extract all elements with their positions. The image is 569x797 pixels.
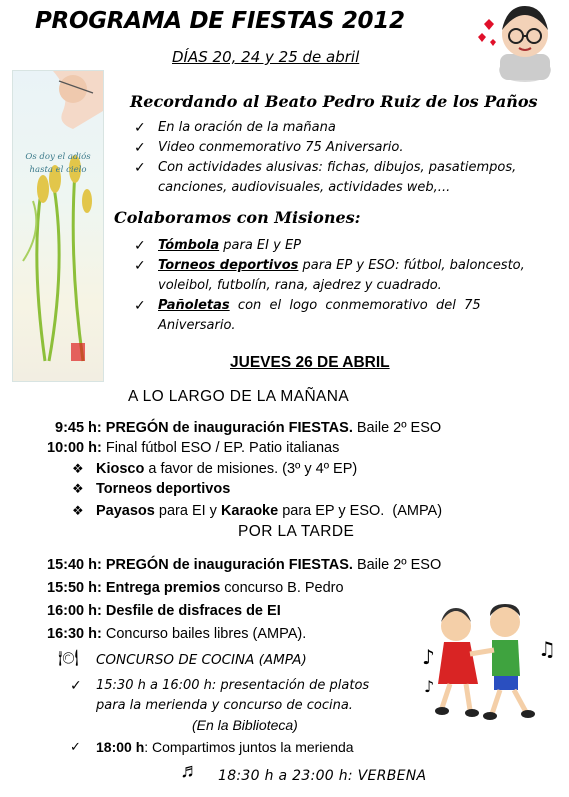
day-heading: JUEVES 26 DE ABRIL [230,354,390,371]
svg-text:♫: ♫ [538,637,556,661]
cooking-icon: 🍽 [58,650,79,667]
dates-subtitle: DÍAS 20, 24 y 25 de abril [172,48,360,66]
diamond-bullet-icon: ❖ [72,503,84,518]
check-icon: ✓ [134,140,146,156]
check-icon: ✓ [134,160,146,176]
check-icon: ✓ [134,238,146,254]
schedule-row: 15:40 h: PREGÓN de inauguración FIESTAS. Baile 2º ESO [47,557,442,573]
svg-text:♪: ♪ [422,645,435,669]
bullet-row: ❖ Payasos para EI y Karaoke para EP y ESO. (AMPA) [72,503,443,519]
remember-list [134,118,558,198]
list-item: ✓ Tómbola para EI y EP [134,238,301,254]
afternoon-heading: POR LA TARDE [238,523,355,540]
page-title: PROGRAMA DE FIESTAS 2012 [35,8,405,34]
diamond-bullet-icon: ❖ [72,461,84,476]
remember-heading: Recordando al Beato Pedro Ruiz de los Paños [130,92,538,111]
snack-row: ✓ 18:00 h: Compartimos juntos la merienda [70,739,354,755]
schedule-row: 15:50 h: Entrega premios concurso B. Pedro [47,580,344,596]
beato-poster [12,70,104,382]
schedule-row: 10:00 h: Final fútbol ESO / EP. Patio italianas [47,440,340,456]
schedule-row: 16:00 h: Desfile de disfraces de EI [47,603,281,619]
check-icon: ✓ [134,298,146,314]
list-item: ✓ Video conmemorativo 75 Aniversario. [134,140,404,156]
bullet-row: ❖ Kiosco a favor de misiones. (3º y 4º EP) [72,461,358,477]
list-item: ✓ En la oración de la mañana [134,120,336,136]
list-item-continued: voleibol, futbolín, rana, ajedrez y cuadrado. [158,278,442,293]
list-item: ✓ Con actividades alusivas: fichas, dibujos, pasatiempos, [134,160,517,176]
check-icon: ✓ [134,258,146,274]
dancing-kids-clipart [420,596,560,720]
list-item-continued: para la merienda y concurso de cocina. [96,698,353,713]
boy-clipart [470,2,562,82]
music-note-icon: ♬ [180,760,200,782]
list-item: ✓ 15:30 h a 16:00 h: presentación de platos [70,678,370,694]
missions-heading: Colaboramos con Misiones: [114,208,361,227]
cooking-list [70,676,416,716]
schedule-row: 16:30 h: Concurso bailes libres (AMPA). [47,626,307,642]
verbena-line: 18:30 h a 23:00 h: VERBENA [218,768,427,784]
check-icon: ✓ [70,739,81,754]
diamond-bullet-icon: ❖ [72,481,84,496]
cooking-location: (En la Biblioteca) [192,717,298,733]
bullet-row: ❖ Torneos deportivos [72,481,231,497]
list-item: ✓ Torneos deportivos para EP y ESO: fútbol, baloncesto, [134,258,525,274]
morning-heading: A LO LARGO DE LA MAÑANA [128,388,350,405]
check-icon: ✓ [70,678,82,694]
check-icon: ✓ [134,120,146,136]
svg-text:♪: ♪ [424,677,435,696]
schedule-row: 9:45 h: PREGÓN de inauguración FIESTAS. Baile 2º ESO [55,420,442,436]
list-item-continued: Aniversario. [158,318,236,333]
missions-list [134,236,546,336]
list-item: ✓ Pañoletas con el logo conmemorativo del 75 [134,298,481,314]
list-item-continued: canciones, audiovisuales, actividades web,... [158,180,451,195]
poster-quote: Os doy el adiós hasta el cielo [25,152,91,175]
cooking-heading: CONCURSO DE COCINA (AMPA) [96,652,307,668]
